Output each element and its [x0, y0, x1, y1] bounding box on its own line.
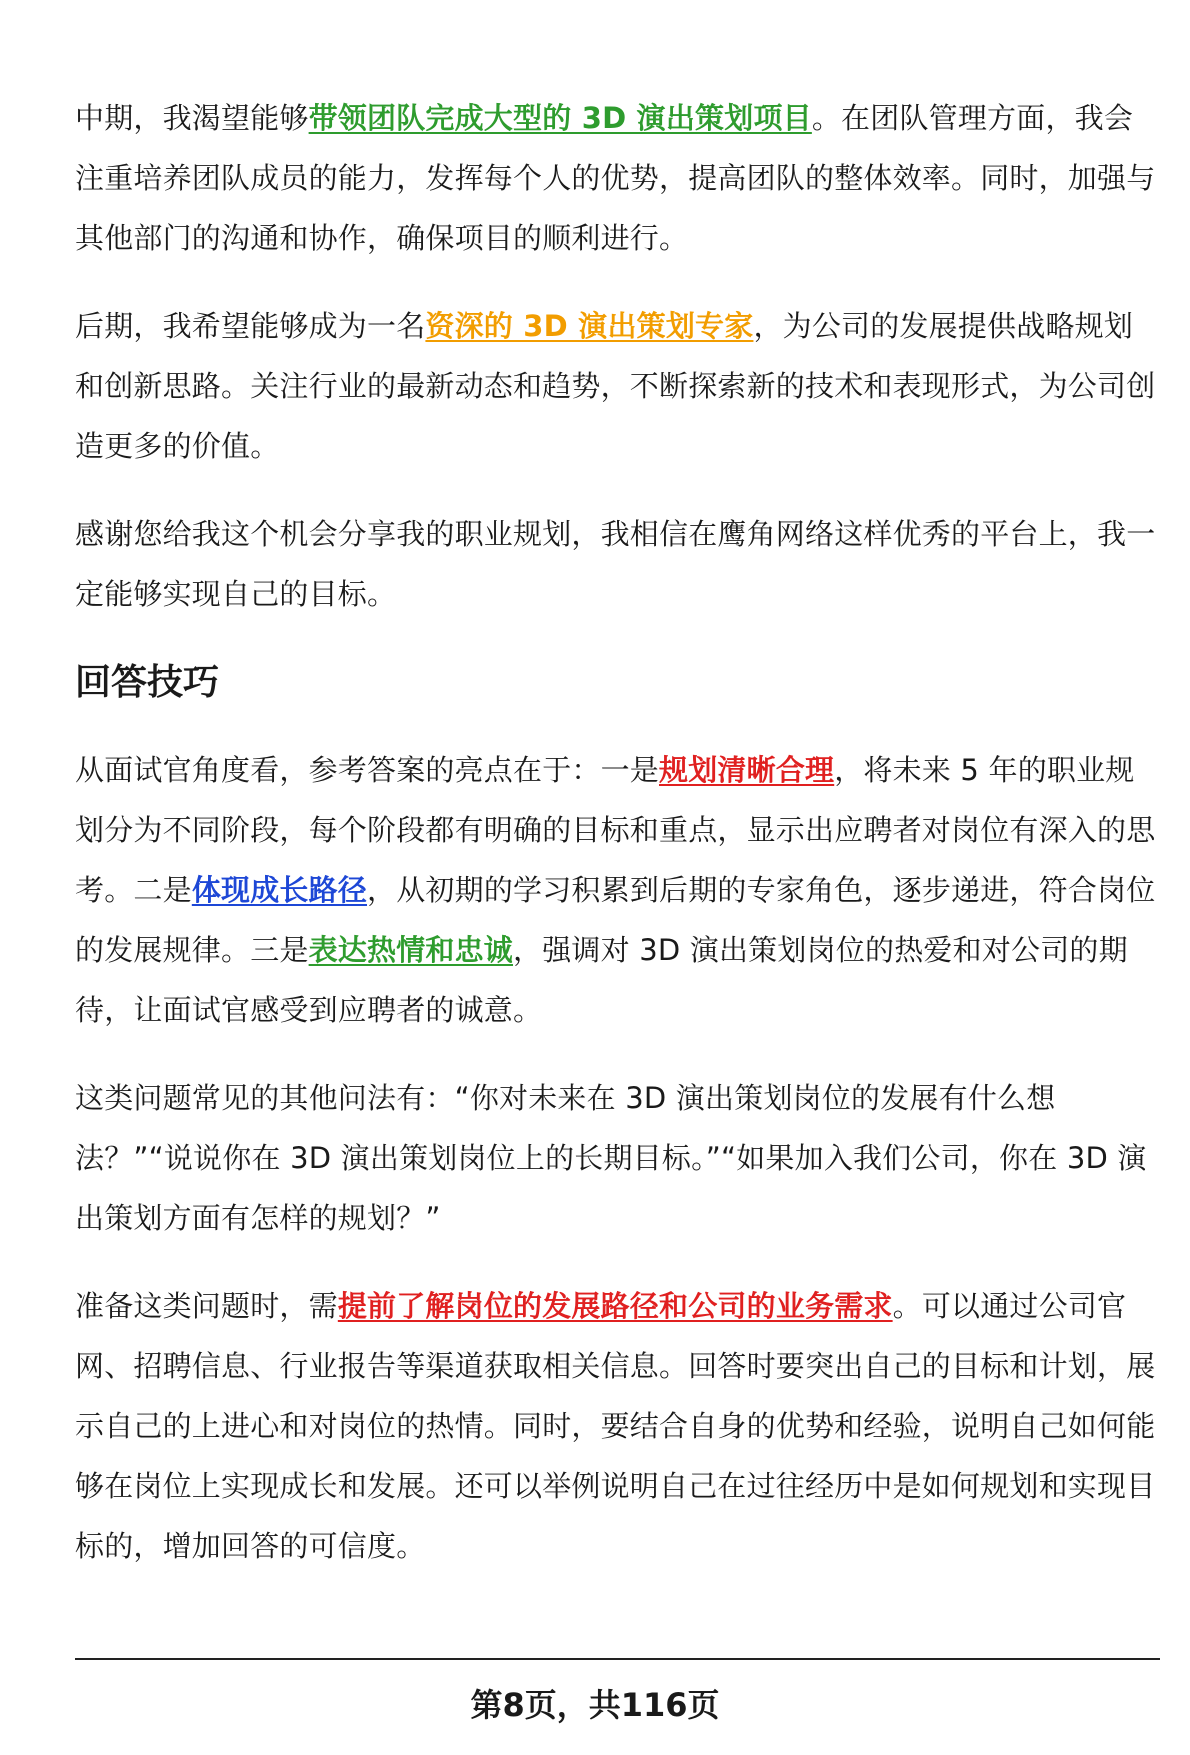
highlight-lead-team: 带领团队完成大型的 3D 演出策划项目: [308, 101, 812, 135]
paragraph-mid-term: [75, 88, 1160, 268]
paragraph-text: 感谢您给我这个机会分享我的职业规划，我相信在鹰角网络这样优秀的平台上，我一定能够实现自己的目标。: [75, 517, 1156, 611]
paragraph-text: 中期，我渴望能够: [75, 101, 309, 135]
paragraph-text: ，从初期的学习积累到后期的专家角色，逐步递进，符合岗位的发展规律。三是: [75, 873, 1156, 967]
paragraph-text: 这类问题常见的其他问法有：“你对未来在 3D 演出策划岗位的发展有什么想: [75, 1081, 1056, 1115]
paragraph-text: 从面试官角度看，参考答案的亮点在于：一是: [75, 753, 660, 787]
paragraph-long-term: [75, 296, 1160, 476]
paragraph-interviewer-view: [75, 740, 1160, 1040]
page-number: 第8页，共116页: [470, 1686, 720, 1724]
highlight-passion-loyalty: 表达热情和忠诚: [308, 933, 514, 967]
paragraph-text: 后期，我希望能够成为一名: [75, 309, 426, 343]
section-heading-answer-tips: 回答技巧: [75, 662, 220, 703]
highlight-understand-needs: 提前了解岗位的发展路径和公司的业务需求: [337, 1289, 893, 1323]
paragraph-other-questions: [75, 1068, 1160, 1248]
footer-divider: [75, 1658, 1160, 1660]
paragraph-text: ，将未来 5 年的职业规划分为不同阶段，每个阶段都有明确的目标和重点，显示出应聘者对岗位有深入的思考。二是: [75, 753, 1156, 907]
paragraph-preparation: [75, 1276, 1160, 1576]
paragraph-text: 。在团队管理方面，我会注重培养团队成员的能力，发挥每个人的优势，提高团队的整体效率。同时，加强与其他部门的沟通和协作，确保项目的顺利进行。: [75, 101, 1156, 255]
paragraph-thanks: [75, 504, 1160, 624]
paragraph-text: 准备这类问题时，需: [75, 1289, 338, 1323]
paragraph-text: ，为公司的发展提供战略规划和创新思路。关注行业的最新动态和趋势，不断探索新的技术和表现形式，为公司创造更多的价值。: [75, 309, 1156, 463]
paragraph-text: 法？”“说说你在 3D 演出策划岗位上的长期目标。”“如果加入我们公司，你在 3D 演出策划方面有怎样的规划？”: [75, 1141, 1147, 1235]
highlight-senior-expert: 资深的 3D 演出策划专家: [425, 309, 754, 343]
paragraph-text: ，强调对 3D 演出策划岗位的热爱和对公司的期待，让面试官感受到应聘者的诚意。: [75, 933, 1128, 1027]
highlight-growth-path: 体现成长路径: [191, 873, 368, 907]
highlight-clear-plan: 规划清晰合理: [659, 753, 835, 787]
document-body: [75, 88, 1160, 1604]
paragraph-text: 。可以通过公司官网、招聘信息、行业报告等渠道获取相关信息。回答时要突出自己的目标和计划，展示自己的上进心和对岗位的热情。同时，要结合自身的优势和经验，说明自己如何能够在岗位上实现成长和发展。还可以举例说明自己在过往经历中是如何规划和实现目标的，增加回答的可信度。: [75, 1289, 1156, 1563]
